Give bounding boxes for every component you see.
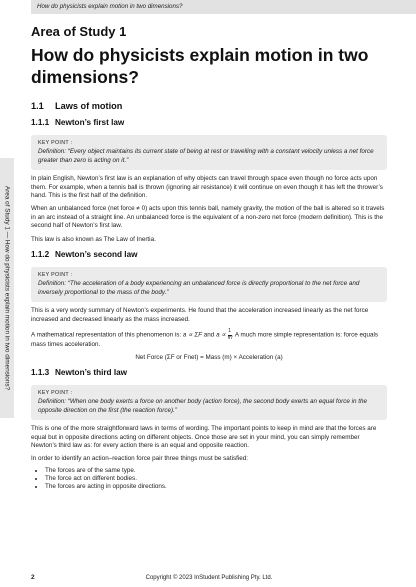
proportionality-mass: a ∝ (216, 331, 226, 339)
paragraph: In plain English, Newton’s first law is an explanation of why objects can travel through space even though no force acts upon them. For example, when a tennis ball is thrown (ignoring air resistance) it will continue on even though it has left the thrower’s hand. This is the first half of the definition. (31, 175, 383, 200)
section-number: 1.1 (31, 101, 44, 111)
subsection-number: 1.1.2 (31, 250, 50, 260)
page-number: 2 (31, 574, 35, 581)
paragraph: This law is also known as The Law of Inertia. (31, 235, 156, 243)
area-of-study-heading: Area of Study 1 (31, 24, 127, 39)
copyright-notice: Copyright © 2023 InStudent Publishing Pty. Ltd. (145, 575, 273, 581)
page-footer (31, 573, 387, 583)
subsection-heading-first-law (31, 117, 387, 128)
key-point-definition: Definition: “The acceleration of a body experiencing an unbalanced force is directly proportional to the net force and inversely proportional to the mass of the body.” (38, 280, 360, 296)
net-force-formula: Net Force (ΣF or Fnet) = Mass (m) × Acceleration (a) (135, 353, 283, 361)
key-point-box (31, 267, 387, 302)
key-point-label: KEY POINT : (38, 272, 73, 279)
section-heading (31, 100, 387, 112)
fraction-denominator: m (227, 334, 232, 341)
side-tab (0, 158, 14, 418)
list-item: • The forces are of the same type. (45, 467, 387, 475)
key-point-box (31, 385, 387, 420)
math-paragraph (31, 329, 387, 349)
math-outro: . A much more simple representation is: force equals mass times acceleration. (31, 331, 379, 349)
key-point-definition: Definition: “Every object maintains its current state of being at rest or travelling with a constant velocity unless a net force greater than zero is acting on it.” (38, 148, 374, 164)
paragraph: In order to identify an action–reaction force pair three things must be satisfied: (31, 455, 249, 463)
fraction-numerator: 1 (228, 328, 232, 335)
subsection-title: Newton’s third law (55, 367, 128, 377)
section-title: Laws of motion (55, 101, 123, 111)
running-head: How do physicists explain motion in two dimensions? (31, 0, 416, 14)
subsection-number: 1.1.3 (31, 367, 50, 377)
key-point-label: KEY POINT : (38, 140, 73, 146)
and-word: and (203, 331, 215, 339)
key-point-box (31, 135, 387, 170)
page-title: How do physicists explain motion in two dimensions? (31, 45, 369, 87)
subsection-title: Newton’s second law (55, 250, 138, 260)
key-point-definition: Definition: “When one body exerts a force on another body (action force), the second body exerts an equal force in the opposite direction on the first (the reaction force).” (38, 398, 368, 414)
subsection-heading-second-law (31, 249, 387, 260)
subsection-heading-third-law (31, 367, 387, 378)
math-intro: A mathematical representation of this phenomenon is: (31, 331, 182, 339)
subsection-title: Newton’s first law (55, 118, 125, 127)
page-content (31, 24, 387, 491)
proportionality-force: a ∝ ΣF (182, 331, 203, 339)
side-tab-label: Area of Study 1 — How do physicists explain motion in two dimensions? (3, 185, 11, 391)
paragraph: This is a very wordy summary of Newton’s experiments. He found that the acceleration increased linearly as the net force increased and decreased linearly as the mass increased. (31, 307, 369, 323)
key-point-label: KEY POINT : (38, 389, 73, 396)
paragraph: This is one of the more straightforward laws in terms of wording. The important points to keep in mind are that the forces are equal but in opposite directions acting on different objects. Once those are set in your mind, you can simply remember Newton’s third law as: for every action there is an equal and opposite reaction. (31, 425, 377, 449)
subsection-number: 1.1.1 (31, 118, 50, 127)
paragraph: When an unbalanced force (net force ≠ 0) acts upon this tennis ball, namely gravity, the motion of the ball is altered so it travels in an arc instead of a straight line. An unbalanced force is the equivalent of a non-zero net force (modern definition). This is the second half of Newton’s first law. (31, 205, 385, 230)
list-item: • The force act on different bodies. (45, 475, 387, 483)
list-item: • The forces are acting in opposite directions. (45, 483, 387, 491)
criteria-list (31, 467, 387, 492)
